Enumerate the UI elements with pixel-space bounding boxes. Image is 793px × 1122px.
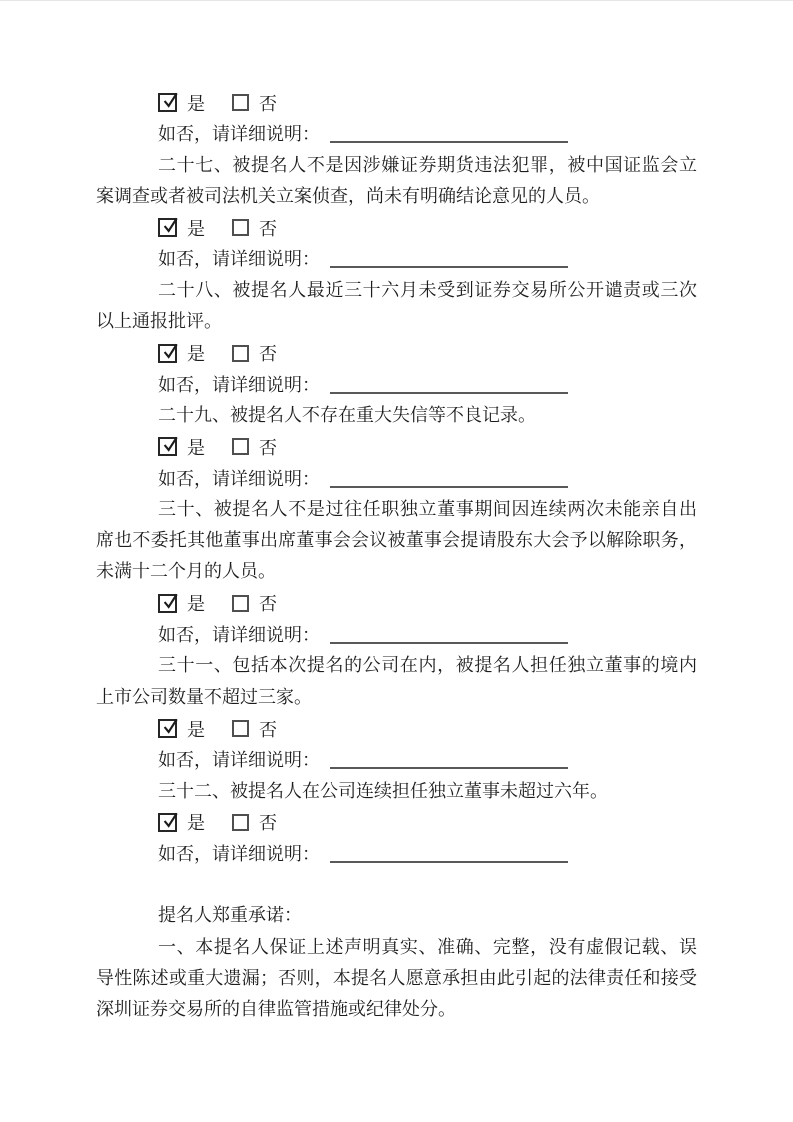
check-mark-icon xyxy=(161,436,179,454)
explain-blank-field[interactable] xyxy=(330,246,568,268)
declaration-item xyxy=(96,494,697,650)
yes-no-row xyxy=(96,87,697,118)
statement-paragraph: 三十、被提名人不是过往任职独立董事期间因连续两次未能亲自出席也不委托其他董事出席董事会会议被董事会提请股东大会予以解除职务，未满十二个月的人员。 xyxy=(96,498,697,582)
no-label: 否 xyxy=(259,437,277,458)
yes-no-row xyxy=(96,212,697,243)
explain-row xyxy=(96,463,697,494)
statement-paragraph: 二十八、被提名人最近三十六月未受到证券交易所公开谴责或三次以上通报批评。 xyxy=(96,279,697,332)
commitment-section xyxy=(96,900,697,1025)
statement-paragraph: 三十二、被提名人在公司连续担任独立董事未超过六年。 xyxy=(158,780,608,801)
yes-checkbox[interactable] xyxy=(158,594,177,613)
declaration-item xyxy=(96,776,697,870)
explain-prompt-label: 如否，请详细说明： xyxy=(158,249,320,270)
declaration-item xyxy=(96,275,697,400)
explain-prompt-label: 如否，请详细说明： xyxy=(158,625,320,646)
yes-label: 是 xyxy=(187,813,205,834)
no-checkbox[interactable] xyxy=(232,345,249,362)
yes-no-row xyxy=(96,807,697,838)
no-checkbox[interactable] xyxy=(232,94,249,111)
explain-row xyxy=(96,243,697,274)
yes-label: 是 xyxy=(187,437,205,458)
explain-blank-field[interactable] xyxy=(330,841,568,863)
declaration-item xyxy=(96,650,697,775)
explain-prompt-label: 如否，请详细说明： xyxy=(158,750,320,771)
explain-prompt-label: 如否，请详细说明： xyxy=(158,374,320,395)
explain-prompt-label: 如否，请详细说明： xyxy=(158,124,320,145)
explain-row xyxy=(96,744,697,775)
no-label: 否 xyxy=(259,594,277,615)
explain-prompt-label: 如否，请详细说明： xyxy=(158,844,320,865)
yes-checkbox[interactable] xyxy=(158,218,177,237)
explain-row xyxy=(96,619,697,650)
explain-blank-field[interactable] xyxy=(330,747,568,769)
check-mark-icon xyxy=(161,812,179,830)
commitment-paragraph: 一、本提名人保证上述声明真实、准确、完整，没有虚假记载、误导性陈述或重大遗漏；否则，本提名人愿意承担由此引起的法律责任和接受深圳证券交易所的自律监管措施或纪律处分。 xyxy=(96,936,697,1020)
no-label: 否 xyxy=(259,719,277,740)
statement-paragraph: 二十七、被提名人不是因涉嫌证券期货违法犯罪，被中国证监会立案调查或者被司法机关立案侦查，尚未有明确结论意见的人员。 xyxy=(96,154,697,206)
check-mark-icon xyxy=(161,217,179,235)
yes-checkbox[interactable] xyxy=(158,437,177,456)
explain-prompt-label: 如否，请详细说明： xyxy=(158,468,320,489)
explain-blank-field[interactable] xyxy=(330,121,568,143)
statement-paragraph: 三十一、包括本次提名的公司在内，被提名人担任独立董事的境内上市公司数量不超过三家。 xyxy=(96,655,697,707)
explain-row xyxy=(96,369,697,400)
yes-checkbox[interactable] xyxy=(158,344,177,363)
no-label: 否 xyxy=(259,218,277,239)
yes-label: 是 xyxy=(187,594,205,615)
no-checkbox[interactable] xyxy=(232,720,249,737)
check-mark-icon xyxy=(161,92,179,110)
no-checkbox[interactable] xyxy=(232,219,249,236)
yes-checkbox[interactable] xyxy=(158,719,177,738)
no-checkbox[interactable] xyxy=(232,438,249,455)
explain-blank-field[interactable] xyxy=(330,372,568,394)
yes-no-row xyxy=(96,588,697,619)
check-mark-icon xyxy=(161,343,179,361)
commitment-heading: 提名人郑重承诺： xyxy=(158,905,302,926)
explain-blank-field[interactable] xyxy=(330,622,568,644)
no-checkbox[interactable] xyxy=(232,595,249,612)
yes-no-row xyxy=(96,713,697,744)
check-mark-icon xyxy=(161,593,179,611)
no-checkbox[interactable] xyxy=(232,814,249,831)
check-mark-icon xyxy=(161,718,179,736)
declaration-item xyxy=(96,150,697,275)
yes-no-row xyxy=(96,337,697,368)
no-label: 否 xyxy=(259,344,277,365)
yes-label: 是 xyxy=(187,719,205,740)
yes-checkbox[interactable] xyxy=(158,813,177,832)
declaration-item xyxy=(96,400,697,494)
no-label: 否 xyxy=(259,813,277,834)
no-label: 否 xyxy=(259,93,277,114)
yes-label: 是 xyxy=(187,344,205,365)
statement-paragraph: 二十九、被提名人不存在重大失信等不良记录。 xyxy=(158,404,536,425)
yes-label: 是 xyxy=(187,218,205,239)
explain-row xyxy=(96,838,697,869)
explain-row xyxy=(96,118,697,149)
explain-blank-field[interactable] xyxy=(330,466,568,488)
yes-label: 是 xyxy=(187,93,205,114)
yes-checkbox[interactable] xyxy=(158,93,177,112)
yes-no-row xyxy=(96,431,697,462)
declaration-item xyxy=(96,87,697,150)
